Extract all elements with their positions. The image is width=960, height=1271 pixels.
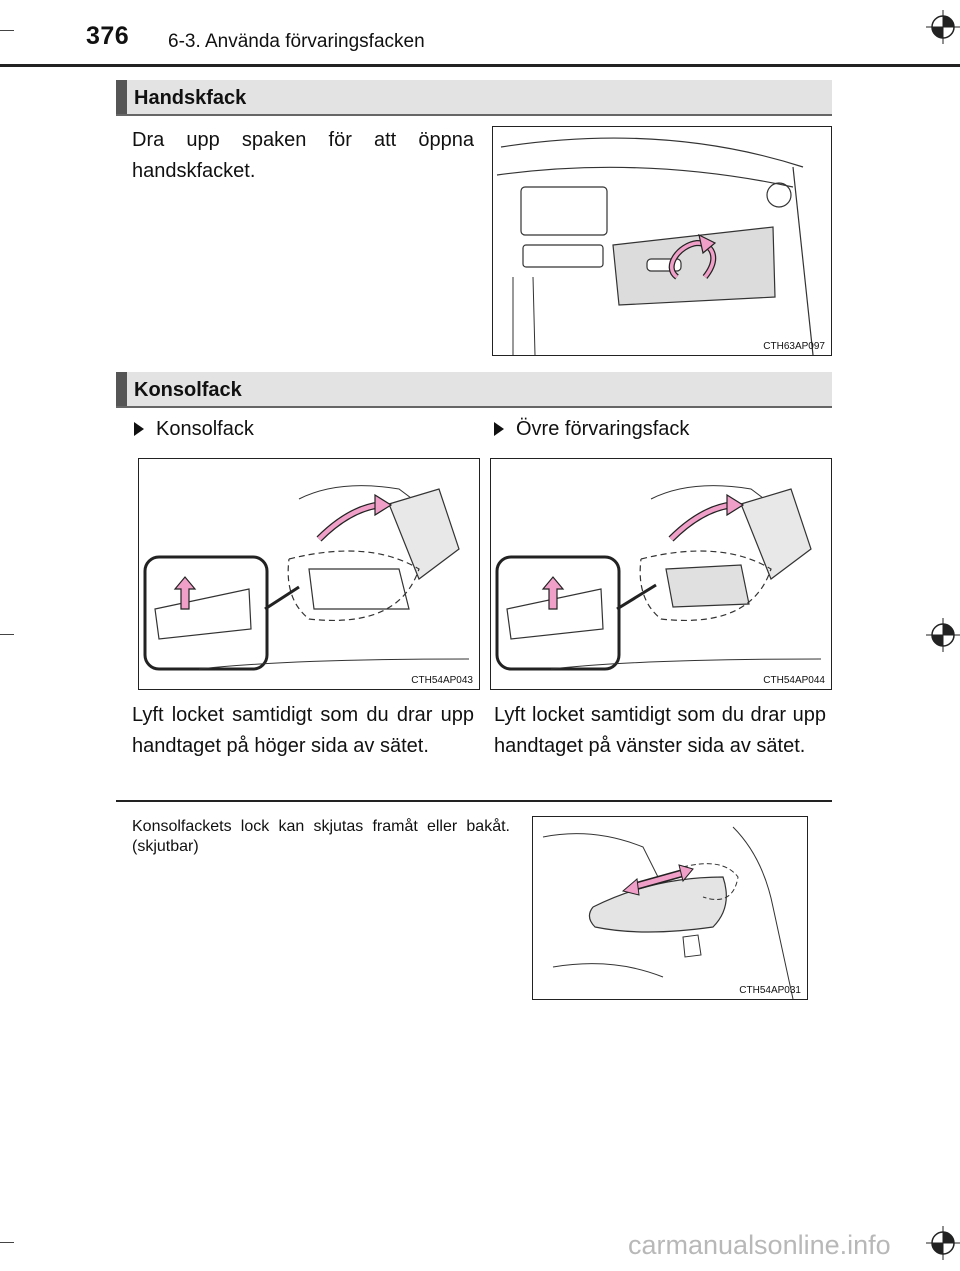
section-title: Konsolfack (134, 379, 242, 401)
upper-storage-instruction: Lyft locket samtidigt som du drar upp handtaget på vänster sida av sätet. (494, 704, 826, 757)
glovebox-instruction: Dra upp spaken för att öppna handskfacket. (132, 129, 474, 182)
registration-mark-right-middle-icon (926, 618, 960, 652)
subsection-label-text: Övre förvaringsfack (516, 418, 690, 440)
sliding-lid-illustration (533, 817, 807, 999)
glovebox-illustration (493, 127, 831, 355)
crop-mark (0, 30, 14, 31)
triangle-bullet-icon (494, 422, 504, 436)
section-accent (116, 80, 127, 114)
registration-mark-bottom-right-icon (926, 1226, 960, 1260)
console-box-figure (138, 458, 480, 690)
section-title: Handskfack (134, 87, 247, 109)
console-box-instruction: Lyft locket samtidigt som du drar upp handtaget på höger sida av sätet. (132, 704, 474, 757)
figure-code: CTH54AP031 (739, 985, 801, 996)
triangle-bullet-icon (134, 422, 144, 436)
section-heading-handskfack (116, 80, 832, 116)
crop-mark (0, 1242, 14, 1243)
console-box-illustration (139, 459, 479, 689)
crop-mark (0, 634, 14, 635)
page-number: 376 (86, 22, 130, 50)
sliding-lid-figure (532, 816, 808, 1000)
subsection-label-upper-storage (494, 418, 689, 441)
watermark: carmanualsonline.info (628, 1230, 891, 1260)
registration-mark-top-right-icon (926, 10, 960, 44)
upper-storage-figure (490, 458, 832, 690)
header-rule (0, 64, 960, 67)
upper-storage-illustration (491, 459, 831, 689)
chapter-title: 6-3. Använda förvaringsfacken (168, 31, 425, 52)
glovebox-figure (492, 126, 832, 356)
section-accent (116, 372, 127, 406)
sliding-lid-note: Konsolfackets lock kan skjutas framåt eller bakåt. (skjutbar) (132, 818, 510, 855)
figure-code: CTH54AP043 (411, 675, 473, 686)
figure-code: CTH54AP044 (763, 675, 825, 686)
figure-code: CTH63AP097 (763, 341, 825, 352)
subsection-label-text: Konsolfack (156, 418, 254, 440)
section-divider (116, 800, 832, 802)
subsection-label-console (134, 418, 254, 441)
section-heading-konsolfack (116, 372, 832, 408)
